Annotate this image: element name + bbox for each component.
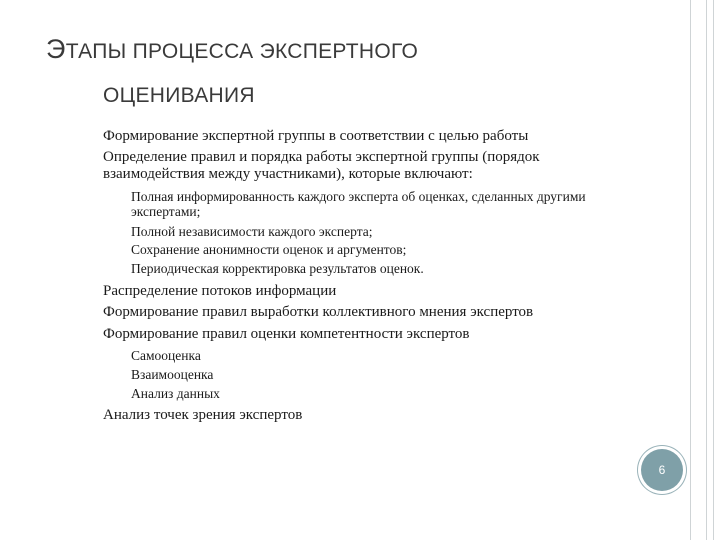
list-item: Формирование правил оценки компетентности экспертов bbox=[103, 326, 470, 342]
slide-title bbox=[46, 34, 646, 108]
list-item: Распределение потоков информации bbox=[103, 283, 337, 299]
title-first-letter: Э bbox=[46, 34, 66, 64]
title-line-1: ТАПЫ ПРОЦЕССА ЭКСПЕРТНОГО bbox=[65, 40, 419, 63]
list-item: Периодическая корректировка результатов оценок. bbox=[131, 261, 424, 276]
title-line-2: ОЦЕНИВАНИЯ bbox=[103, 84, 255, 107]
list-item: Анализ данных bbox=[131, 386, 220, 401]
list-item: Взаимооценка bbox=[131, 367, 214, 382]
list-item: Анализ точек зрения экспертов bbox=[103, 407, 303, 423]
slide-frame-line bbox=[706, 0, 707, 540]
list-item: Полной независимости каждого эксперта; bbox=[131, 224, 373, 239]
list-item: Сохранение анонимности оценок и аргументов; bbox=[131, 242, 407, 257]
list-item: Самооценка bbox=[131, 348, 201, 363]
slide-frame-line bbox=[713, 0, 714, 540]
page-number-badge: 6 bbox=[641, 449, 683, 491]
list-item: Формирование правил выработки коллективного мнения экспертов bbox=[103, 304, 534, 320]
list-item: Полная информированность каждого эксперта об оценках, сделанных другими экспертами; bbox=[131, 189, 586, 219]
list-item: Определение правил и порядка работы экспертной группы (порядок взаимодействия между участниками), которые включают: bbox=[103, 149, 540, 182]
slide-frame-line bbox=[690, 0, 691, 540]
list-item: Формирование экспертной группы в соответствии с целью работы bbox=[103, 128, 529, 144]
